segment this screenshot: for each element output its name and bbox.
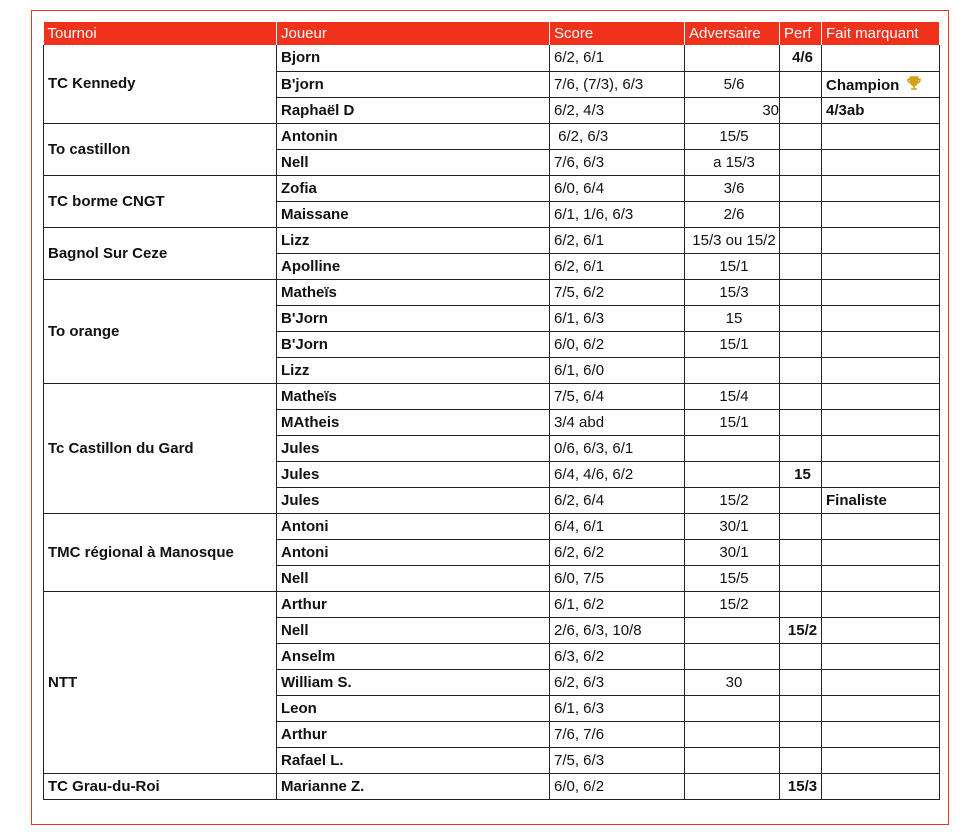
score-text: 6/4, 4/6, 6/2 [554, 465, 634, 483]
score-text: 6/0, 6/4 [554, 179, 605, 197]
joueur-text: Lizz [281, 231, 310, 249]
joueur-cell [277, 175, 550, 201]
score-cell [550, 175, 685, 201]
results-frame [31, 10, 949, 825]
perf-cell [780, 279, 822, 305]
score-cell [550, 487, 685, 513]
adversaire-cell [685, 357, 780, 383]
header-row [44, 22, 940, 45]
joueur-cell [277, 513, 550, 539]
adversaire-cell [685, 773, 780, 799]
score-text: 6/2, 6/1 [554, 49, 605, 67]
joueur-text: Jules [281, 439, 320, 457]
joueur-text: Antonin [281, 127, 338, 145]
joueur-text: Antoni [281, 517, 329, 535]
adversaire-text: 15/5 [719, 127, 749, 145]
perf-cell [780, 513, 822, 539]
score-cell [550, 409, 685, 435]
perf-cell [780, 201, 822, 227]
tournoi-cell: Bagnol Sur Ceze [44, 227, 277, 279]
adversaire-cell [685, 253, 780, 279]
score-cell [550, 331, 685, 357]
adversaire-text: 15/3 ou 15/2 [692, 231, 776, 249]
fait-cell [822, 565, 940, 591]
fait-cell [822, 669, 940, 695]
perf-cell [780, 461, 822, 487]
perf-cell [780, 383, 822, 409]
perf-cell [780, 331, 822, 357]
fait-cell [822, 331, 940, 357]
adversaire-text: a 15/3 [713, 153, 755, 171]
tournoi-cell: To orange [44, 279, 277, 383]
joueur-cell [277, 773, 550, 799]
score-text: 6/2, 6/1 [554, 231, 605, 249]
adversaire-cell [685, 383, 780, 409]
trophy-icon [905, 74, 923, 92]
score-text: 6/2, 4/3 [554, 101, 605, 119]
joueur-cell [277, 357, 550, 383]
joueur-cell [277, 123, 550, 149]
score-text: 6/0, 7/5 [554, 569, 605, 587]
score-text: 7/6, 6/3 [554, 153, 605, 171]
adversaire-cell [685, 305, 780, 331]
joueur-text: Matheïs [281, 387, 337, 405]
score-text: 0/6, 6/3, 6/1 [554, 439, 634, 457]
score-cell [550, 591, 685, 617]
joueur-text: Lizz [281, 361, 310, 379]
adversaire-cell [685, 97, 780, 123]
score-cell [550, 227, 685, 253]
score-cell [550, 305, 685, 331]
adversaire-cell [685, 331, 780, 357]
adversaire-cell [685, 721, 780, 747]
fait-cell [822, 539, 940, 565]
score-text: 6/4, 6/1 [554, 517, 605, 535]
perf-cell [780, 591, 822, 617]
adversaire-cell [685, 123, 780, 149]
score-text: 6/2, 6/3 [554, 127, 609, 145]
fait-cell [822, 97, 940, 123]
adversaire-cell [685, 487, 780, 513]
joueur-cell [277, 747, 550, 773]
fait-text: Finaliste [826, 491, 887, 509]
adversaire-cell [685, 201, 780, 227]
joueur-cell [277, 565, 550, 591]
fait-cell [822, 71, 940, 97]
tournoi-cell: TC Kennedy [44, 45, 277, 123]
score-cell [550, 435, 685, 461]
score-text: 6/1, 6/3 [554, 309, 605, 327]
fait-cell [822, 435, 940, 461]
joueur-cell [277, 643, 550, 669]
table-row [44, 175, 940, 201]
joueur-cell [277, 201, 550, 227]
joueur-cell [277, 149, 550, 175]
score-cell [550, 357, 685, 383]
adversaire-text: 15/3 [719, 283, 749, 301]
fait-cell [822, 721, 940, 747]
adversaire-text: 30 [725, 673, 743, 691]
table-row [44, 513, 940, 539]
perf-cell [780, 721, 822, 747]
fait-cell [822, 773, 940, 799]
score-cell [550, 201, 685, 227]
joueur-cell [277, 617, 550, 643]
adversaire-cell [685, 149, 780, 175]
joueur-cell [277, 383, 550, 409]
joueur-cell [277, 305, 550, 331]
fait-cell [822, 695, 940, 721]
score-cell [550, 461, 685, 487]
header-joueur: Joueur [277, 22, 550, 45]
score-cell [550, 513, 685, 539]
table-row [44, 227, 940, 253]
fait-cell [822, 45, 940, 71]
joueur-text: B'Jorn [281, 335, 328, 353]
joueur-text: Jules [281, 491, 320, 509]
table-row [44, 773, 940, 799]
adversaire-text: 30 [762, 101, 779, 119]
fait-cell [822, 487, 940, 513]
adversaire-text: 15/1 [719, 335, 749, 353]
joueur-text: Arthur [281, 595, 327, 613]
score-text: 7/5, 6/2 [554, 283, 605, 301]
joueur-text: Zofia [281, 179, 317, 197]
fait-cell [822, 253, 940, 279]
joueur-cell [277, 253, 550, 279]
perf-text: 15/2 [787, 621, 818, 639]
header-tournoi: Tournoi [44, 22, 277, 45]
joueur-cell [277, 721, 550, 747]
adversaire-cell [685, 695, 780, 721]
perf-cell [780, 97, 822, 123]
results-table [43, 22, 940, 800]
score-cell [550, 721, 685, 747]
joueur-cell [277, 279, 550, 305]
adversaire-text: 15/1 [719, 257, 749, 275]
adversaire-text: 3/6 [723, 179, 745, 197]
joueur-text: Apolline [281, 257, 341, 275]
score-text: 6/1, 6/2 [554, 595, 605, 613]
perf-cell [780, 305, 822, 331]
score-cell [550, 617, 685, 643]
perf-cell [780, 695, 822, 721]
adversaire-text: 15/2 [719, 595, 749, 613]
tournoi-cell: To castillon [44, 123, 277, 175]
perf-cell [780, 71, 822, 97]
fait-cell [822, 383, 940, 409]
joueur-cell [277, 591, 550, 617]
score-cell [550, 97, 685, 123]
score-text: 3/4 abd [554, 413, 605, 431]
perf-cell [780, 253, 822, 279]
score-cell [550, 643, 685, 669]
joueur-text: Maissane [281, 205, 349, 223]
adversaire-text: 2/6 [723, 205, 745, 223]
score-cell [550, 383, 685, 409]
adversaire-text: 15 [725, 309, 743, 327]
perf-cell [780, 123, 822, 149]
header-adversaire: Adversaire [685, 22, 780, 45]
perf-cell [780, 747, 822, 773]
joueur-cell [277, 435, 550, 461]
score-text: 6/2, 6/4 [554, 491, 605, 509]
joueur-cell [277, 669, 550, 695]
fait-cell [822, 591, 940, 617]
adversaire-cell [685, 513, 780, 539]
joueur-text: Nell [281, 569, 309, 587]
joueur-text: Jules [281, 465, 320, 483]
joueur-cell [277, 695, 550, 721]
adversaire-cell [685, 747, 780, 773]
tournoi-cell: TC borme CNGT [44, 175, 277, 227]
score-cell [550, 71, 685, 97]
table-row [44, 383, 940, 409]
table-row [44, 45, 940, 71]
joueur-cell [277, 45, 550, 71]
fait-cell [822, 123, 940, 149]
joueur-text: MAtheis [281, 413, 340, 431]
fait-cell [822, 175, 940, 201]
adversaire-text: 30/1 [719, 543, 749, 561]
perf-cell [780, 227, 822, 253]
perf-text: 15/3 [787, 777, 818, 795]
score-cell [550, 747, 685, 773]
joueur-cell [277, 409, 550, 435]
score-text: 6/2, 6/2 [554, 543, 605, 561]
perf-cell [780, 45, 822, 71]
score-text: 7/5, 6/4 [554, 387, 605, 405]
perf-cell [780, 175, 822, 201]
score-text: 6/0, 6/2 [554, 335, 605, 353]
joueur-text: B'jorn [281, 75, 324, 93]
perf-cell [780, 617, 822, 643]
adversaire-cell [685, 175, 780, 201]
score-text: 2/6, 6/3, 10/8 [554, 621, 642, 639]
header-perf: Perf [780, 22, 822, 45]
joueur-text: Bjorn [281, 49, 321, 67]
score-text: 7/6, 7/6 [554, 725, 605, 743]
adversaire-cell [685, 409, 780, 435]
perf-cell [780, 539, 822, 565]
perf-cell [780, 487, 822, 513]
adversaire-text: 15/5 [719, 569, 749, 587]
adversaire-text: 15/1 [719, 413, 749, 431]
fait-cell [822, 409, 940, 435]
joueur-text: Antoni [281, 543, 329, 561]
joueur-text: Rafael L. [281, 751, 344, 769]
score-cell [550, 45, 685, 71]
perf-cell [780, 565, 822, 591]
joueur-text: Raphaël D [281, 101, 355, 119]
fait-cell [822, 201, 940, 227]
adversaire-text: 15/4 [719, 387, 749, 405]
score-text: 6/1, 6/3 [554, 699, 605, 717]
score-cell [550, 123, 685, 149]
score-cell [550, 149, 685, 175]
adversaire-cell [685, 279, 780, 305]
perf-cell [780, 409, 822, 435]
joueur-text: Matheïs [281, 283, 337, 301]
adversaire-cell [685, 71, 780, 97]
table-row [44, 591, 940, 617]
perf-cell [780, 643, 822, 669]
fait-cell [822, 617, 940, 643]
joueur-text: Leon [281, 699, 317, 717]
joueur-text: B'Jorn [281, 309, 328, 327]
joueur-cell [277, 461, 550, 487]
table-row [44, 279, 940, 305]
results-body [44, 45, 940, 799]
joueur-text: William S. [281, 673, 352, 691]
adversaire-text: 30/1 [719, 517, 749, 535]
header-fait-marquant: Fait marquant [822, 22, 940, 45]
fait-cell [822, 643, 940, 669]
adversaire-cell [685, 617, 780, 643]
fait-cell [822, 461, 940, 487]
perf-cell [780, 357, 822, 383]
score-text: 6/2, 6/1 [554, 257, 605, 275]
adversaire-cell [685, 45, 780, 71]
perf-cell [780, 435, 822, 461]
score-text: 7/5, 6/3 [554, 751, 605, 769]
perf-text: 15 [794, 465, 811, 483]
joueur-text: Nell [281, 621, 309, 639]
perf-cell [780, 773, 822, 799]
score-cell [550, 695, 685, 721]
joueur-text: Anselm [281, 647, 336, 665]
adversaire-cell [685, 565, 780, 591]
tournoi-cell: NTT [44, 591, 277, 773]
score-cell [550, 565, 685, 591]
joueur-text: Marianne Z. [281, 777, 365, 795]
adversaire-text: 15/2 [719, 491, 749, 509]
adversaire-cell [685, 227, 780, 253]
score-text: 6/1, 6/0 [554, 361, 605, 379]
adversaire-cell [685, 435, 780, 461]
fait-cell [822, 305, 940, 331]
tournoi-cell: TC Grau-du-Roi [44, 773, 277, 799]
joueur-cell [277, 71, 550, 97]
perf-text: 4/6 [792, 49, 813, 67]
fait-cell [822, 227, 940, 253]
adversaire-cell [685, 591, 780, 617]
fait-text: 4/3ab [826, 101, 865, 119]
adversaire-cell [685, 643, 780, 669]
adversaire-cell [685, 669, 780, 695]
score-text: 6/3, 6/2 [554, 647, 605, 665]
fait-cell [822, 149, 940, 175]
tournoi-cell: TMC régional à Manosque [44, 513, 277, 591]
fait-cell [822, 279, 940, 305]
score-cell [550, 539, 685, 565]
joueur-text: Nell [281, 153, 309, 171]
score-cell [550, 279, 685, 305]
joueur-cell [277, 97, 550, 123]
perf-cell [780, 149, 822, 175]
score-cell [550, 773, 685, 799]
score-text: 6/0, 6/2 [554, 777, 605, 795]
adversaire-cell [685, 539, 780, 565]
fait-text: Champion [826, 77, 900, 94]
adversaire-text: 5/6 [723, 75, 745, 93]
score-text: 6/1, 1/6, 6/3 [554, 205, 634, 223]
adversaire-cell [685, 461, 780, 487]
joueur-cell [277, 331, 550, 357]
tournoi-cell: Tc Castillon du Gard [44, 383, 277, 513]
fait-cell [822, 357, 940, 383]
table-row [44, 123, 940, 149]
joueur-cell [277, 487, 550, 513]
fait-cell [822, 513, 940, 539]
joueur-text: Arthur [281, 725, 327, 743]
score-cell [550, 253, 685, 279]
score-cell [550, 669, 685, 695]
header-score: Score [550, 22, 685, 45]
perf-cell [780, 669, 822, 695]
joueur-cell [277, 539, 550, 565]
score-text: 6/2, 6/3 [554, 673, 605, 691]
fait-cell [822, 747, 940, 773]
joueur-cell [277, 227, 550, 253]
score-text: 7/6, (7/3), 6/3 [554, 75, 644, 93]
